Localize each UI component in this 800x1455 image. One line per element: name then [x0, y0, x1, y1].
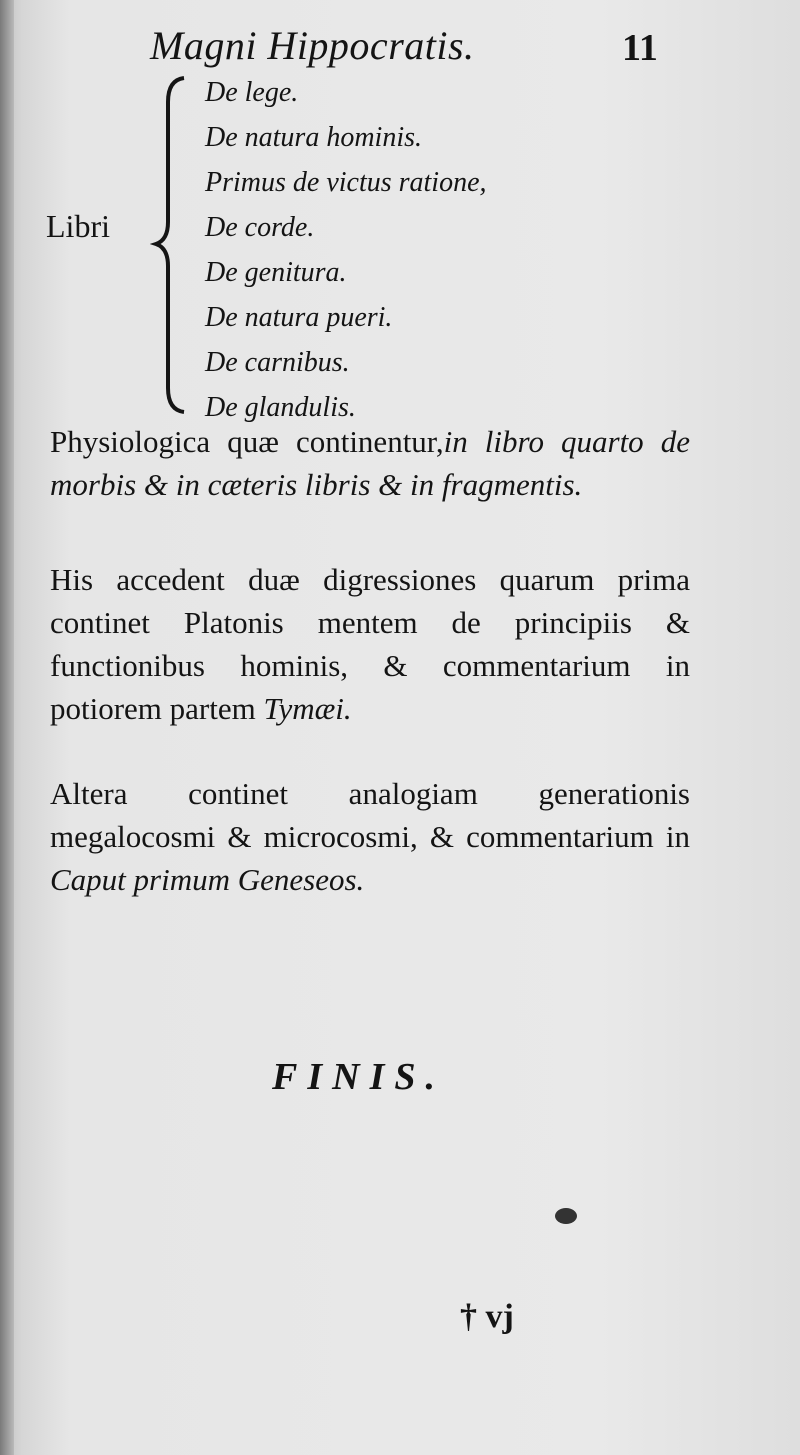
list-item: De carnibus.: [205, 347, 350, 378]
paragraph-digressiones: [50, 558, 690, 730]
text-run: Caput primum Geneseos.: [50, 862, 365, 897]
list-item: De corde.: [205, 212, 315, 243]
text-run: in cæteris libris: [175, 467, 371, 502]
finis-heading: FINIS.: [272, 1056, 445, 1098]
list-item: De natura hominis.: [205, 122, 422, 153]
curly-brace-icon: [150, 72, 198, 417]
text-run: &: [136, 467, 176, 502]
paragraph-physiologica: [50, 420, 690, 506]
page-number: 11: [622, 27, 658, 69]
text-run: Tymæi.: [263, 691, 352, 726]
list-item: De lege.: [205, 77, 299, 108]
text-run: Altera continet analogiam generationis megalocosmi & microcosmi, & commentarium in: [50, 776, 690, 854]
text-run: Physiologica quæ continentur,: [50, 424, 444, 459]
text-run: &: [370, 467, 411, 502]
paragraph-altera: [50, 772, 690, 901]
text-run: in libro quarto de morbis: [50, 424, 690, 502]
list-item: De glandulis.: [205, 392, 356, 423]
ink-blot: [555, 1208, 577, 1224]
running-title: Magni Hippocratis.: [150, 23, 475, 68]
list-item: De natura pueri.: [205, 302, 393, 333]
signature-mark: † vj: [460, 1298, 514, 1335]
page-gutter: [0, 0, 14, 1455]
list-item: De genitura.: [205, 257, 347, 288]
book-list: [205, 70, 487, 430]
list-item: Primus de victus ratione,: [205, 167, 487, 198]
text-run: in fragmentis.: [410, 467, 583, 502]
text-run: His accedent duæ digressiones quarum prima continet Platonis mentem de principiis & functionibus hominis, & commentarium in potiorem partem: [50, 562, 690, 726]
brace-label: Libri: [46, 208, 110, 244]
